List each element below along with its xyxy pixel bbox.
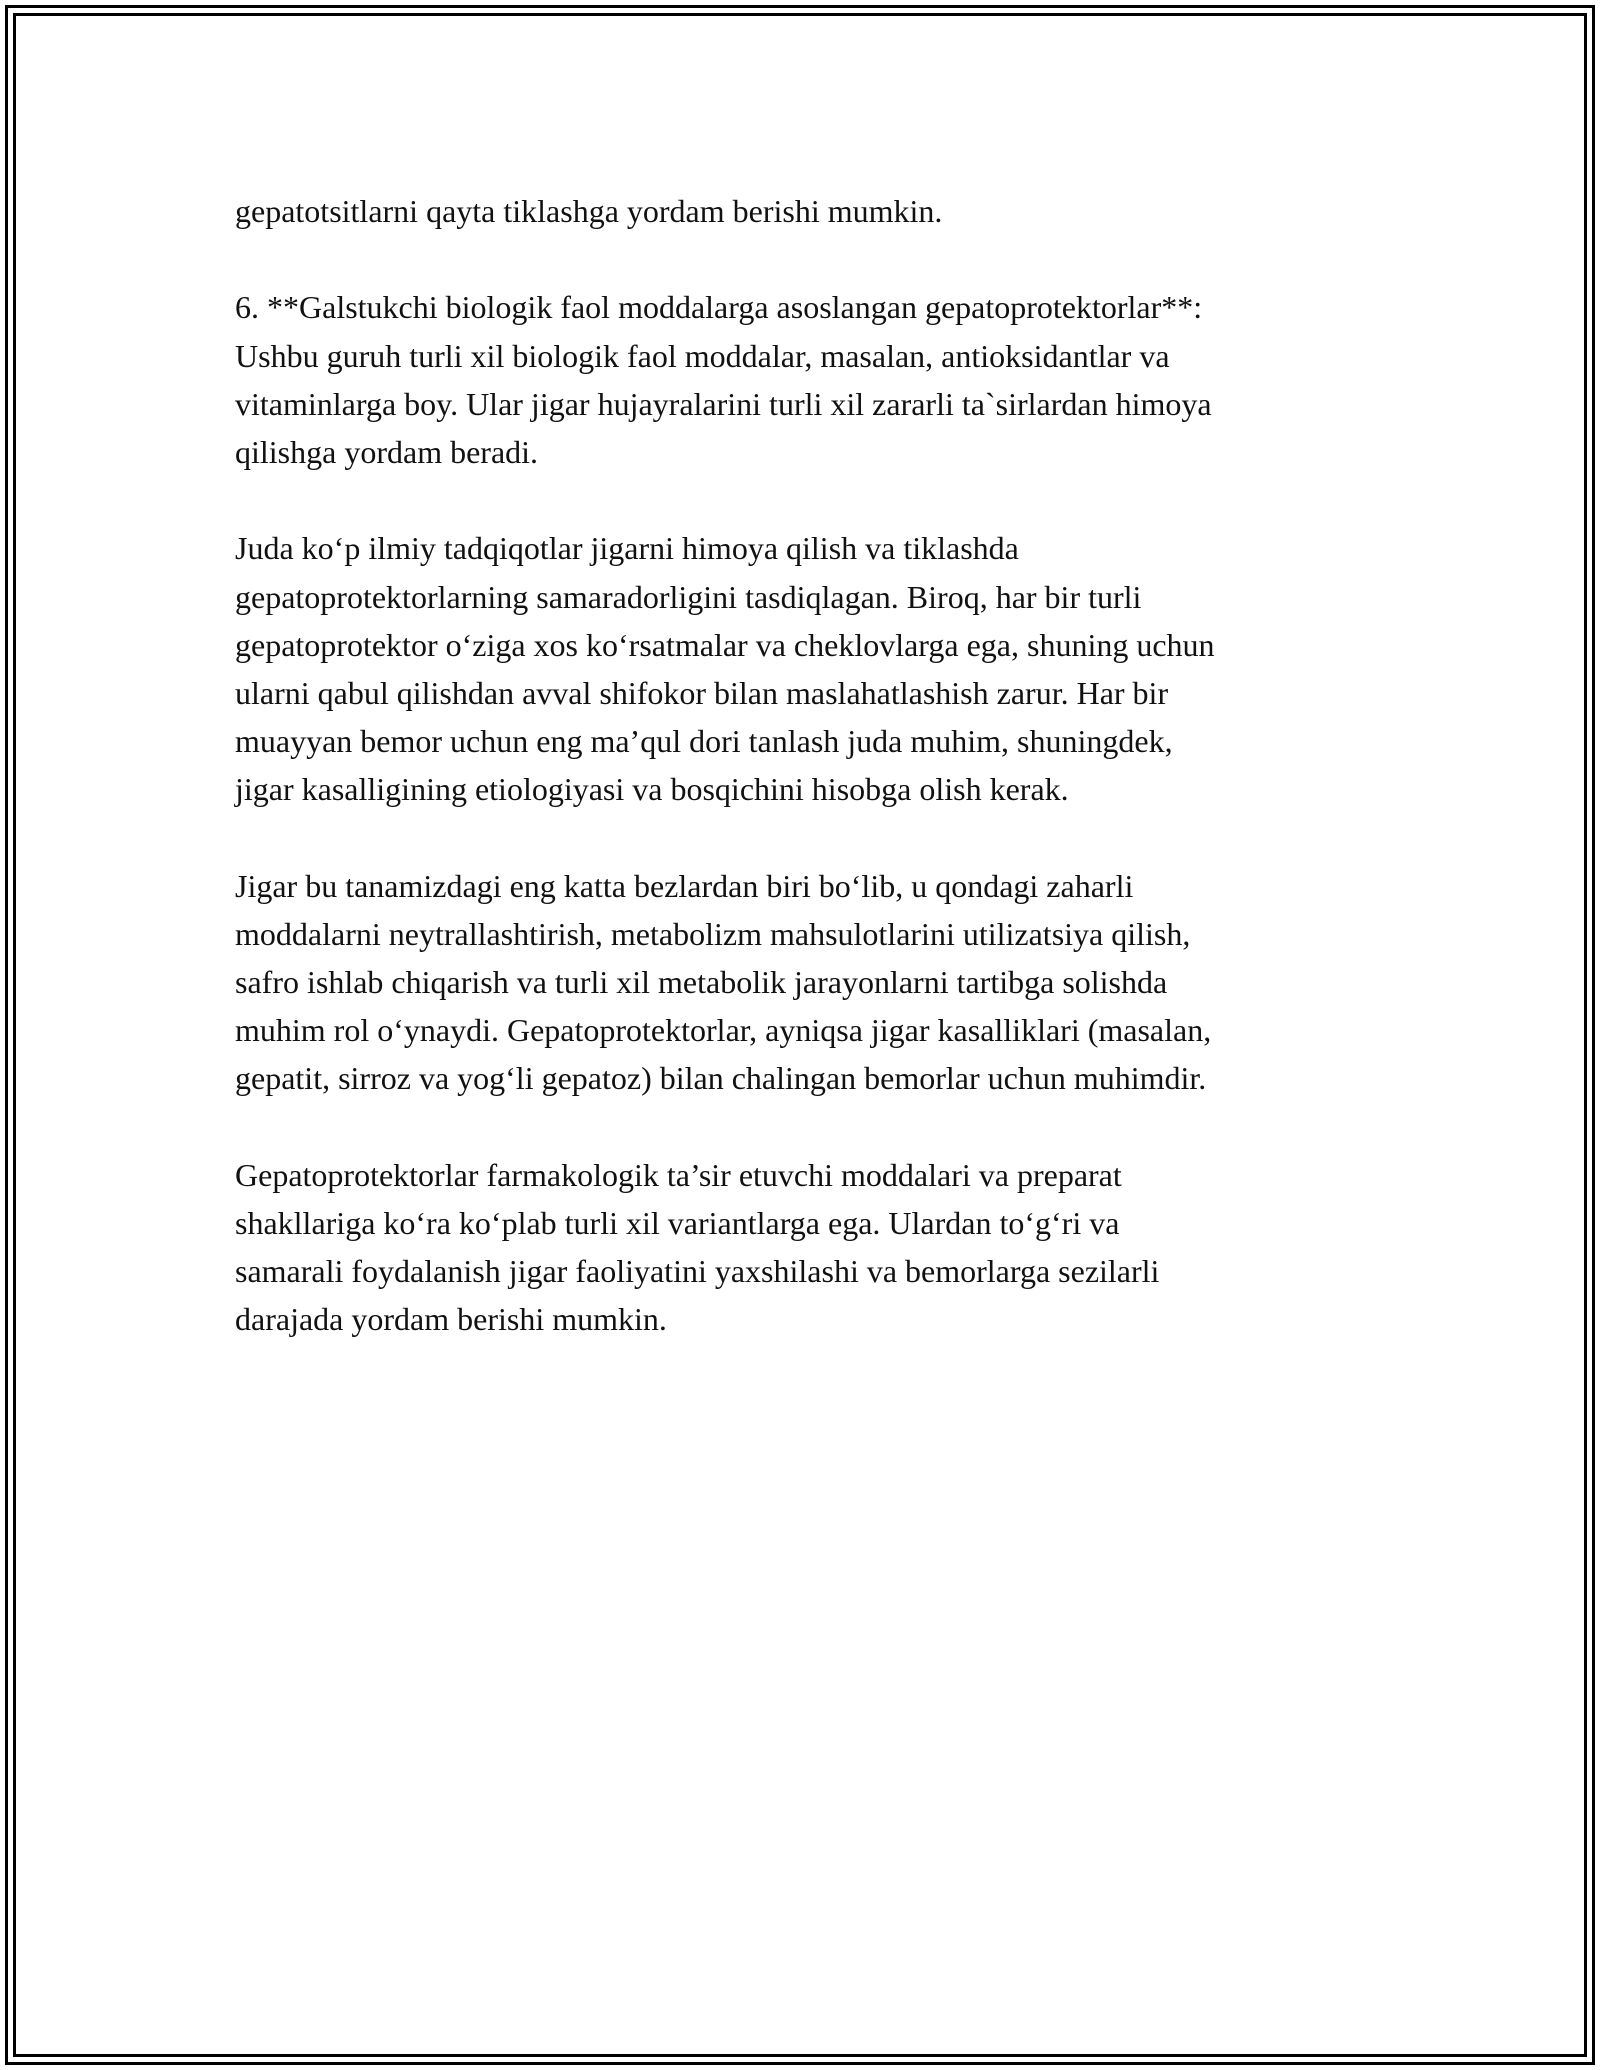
- text-line: gepatotsitlarni qayta tiklashga yordam berishi mumkin.: [235, 193, 943, 229]
- paragraph-continuation: [235, 187, 1375, 235]
- text-line: ularni qabul qilishdan avval shifokor bilan maslahatlashish zarur. Har bir: [235, 674, 1169, 711]
- text-line: 6. **Galstukchi biologik faol moddalarga asoslangan gepatoprotektorlar**:: [235, 289, 1203, 326]
- text-line: Jigar bu tanamizdagi eng katta bezlardan biri bo‘lib, u qondagi zaharli: [235, 867, 1134, 904]
- text-line: moddalarni neytrallashtirish, metabolizm mahsulotlarini utilizatsiya qilish,: [235, 915, 1191, 952]
- text-line: shakllariga ko‘ra ko‘plab turli xil variantlarga ega. Ulardan to‘g‘ri va: [235, 1204, 1120, 1241]
- text-line: muhim rol o‘ynaydi. Gepatoprotektorlar, ayniqsa jigar kasalliklari (masalan,: [235, 1012, 1212, 1049]
- text-line: Ushbu guruh turli xil biologik faol moddalar, masalan, antioksidantlar va: [235, 337, 1170, 374]
- text-line: safro ishlab chiqarish va turli xil metabolik jarayonlarni tartibga solishda: [235, 964, 1168, 1000]
- paragraph-research: [235, 524, 1375, 813]
- text-line: muayyan bemor uchun eng ma’qul dori tanlash juda muhim, shuningdek,: [235, 723, 1173, 760]
- text-line: darajada yordam berishi mumkin.: [235, 1301, 667, 1338]
- text-line: vitaminlarga boy. Ular jigar hujayralarini turli xil zararli ta`sirlardan himoya: [235, 385, 1212, 422]
- text-line: jigar kasalligining etiologiyasi va bosqichini hisobga olish kerak.: [235, 771, 1069, 808]
- paragraph-conclusion: [235, 1151, 1375, 1344]
- text-line: gepatoprotektor o‘ziga xos ko‘rsatmalar va cheklovlarga ega, shuning uchun: [235, 626, 1215, 663]
- text-line: Gepatoprotektorlar farmakologik ta’sir etuvchi moddalari va preparat: [235, 1156, 1122, 1193]
- text-line: gepatit, sirroz va yog‘li gepatoz) bilan chalingan bemorlar uchun muhimdir.: [235, 1060, 1207, 1097]
- paragraph-liver-function: [235, 862, 1375, 1103]
- text-line: Juda ko‘p ilmiy tadqiqotlar jigarni himoya qilish va tiklashda: [235, 530, 1019, 567]
- text-line: gepatoprotektorlarning samaradorligini tasdiqlagan. Biroq, har bir turli: [235, 578, 1142, 615]
- text-line: qilishga yordam beradi.: [235, 433, 539, 470]
- document-body: [235, 187, 1375, 1392]
- paragraph-item-6: [235, 283, 1375, 476]
- text-line: samarali foydalanish jigar faoliyatini yaxshilashi va bemorlarga sezilarli: [235, 1253, 1160, 1290]
